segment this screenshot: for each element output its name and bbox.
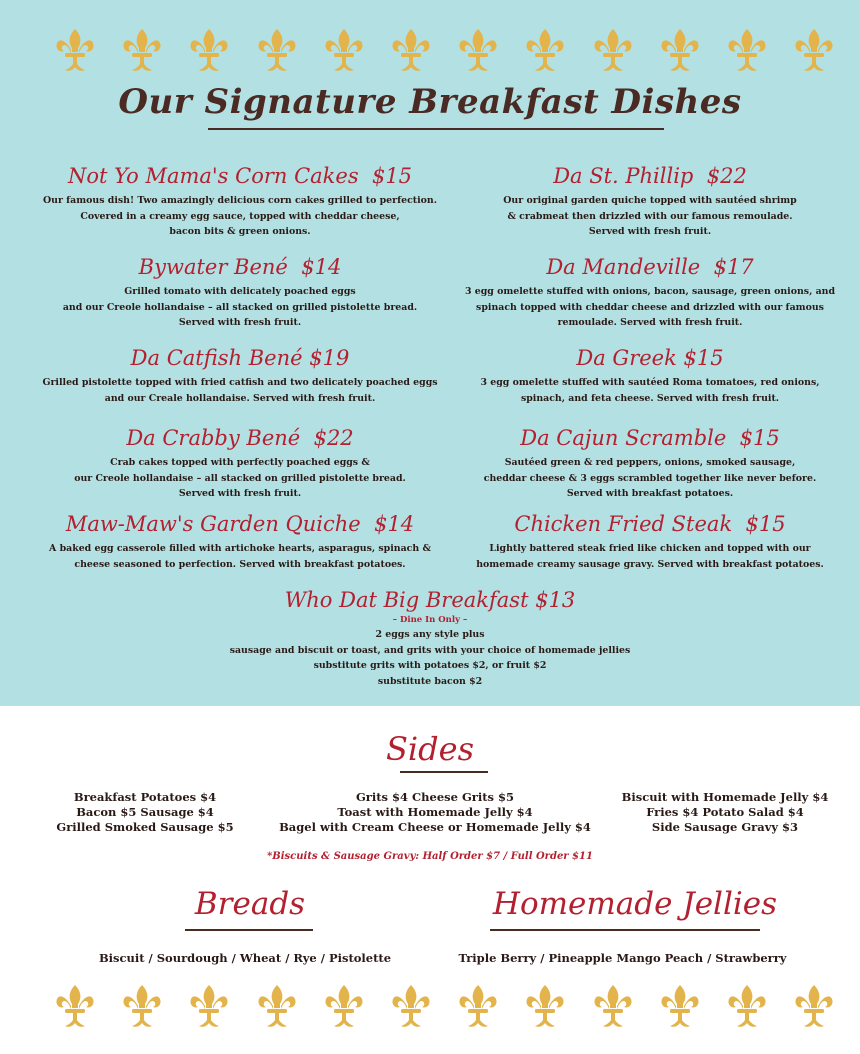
- fleur-de-lis-icon: [660, 28, 700, 74]
- fleur-de-lis-icon: [660, 984, 700, 1030]
- item-description: Our original garden quiche topped with sautéed shrimp & crabmeat then drizzled with our famous remoulade. Served with fresh fruit.: [503, 195, 797, 237]
- item-price: $15: [371, 164, 413, 188]
- item-price: $15: [683, 346, 724, 370]
- item-price: $14: [374, 512, 415, 536]
- breads-underline: [185, 929, 313, 931]
- menu-item-bywater-bene: [20, 254, 460, 331]
- jellies-underline: [490, 929, 760, 931]
- fleur-de-lis-icon: [391, 984, 431, 1030]
- fleur-de-lis-icon: [55, 28, 95, 74]
- item-price: $13: [535, 588, 576, 612]
- item-description: 2 eggs any style plus sausage and biscuit or toast, and grits with your choice of homemade jellies substitute grits with potatoes $2, or fruit $2 substitute bacon $2: [229, 629, 631, 687]
- menu-item-mandeville: [440, 254, 860, 331]
- item-heading: Not Yo Mama's Corn Cakes $15: [67, 164, 413, 188]
- item-description: Lightly battered steak fried like chicken and topped with our homemade creamy sausage gravy. Served with breakfast potatoes.: [476, 543, 824, 570]
- fleur-de-lis-icon: [458, 28, 498, 74]
- item-price: $15: [745, 512, 786, 536]
- item-heading: Da Crabby Bené $22: [126, 426, 354, 450]
- sides-column-3: Biscuit with Homemade Jelly $4 Fries $4 Potato Salad $4 Side Sausage Gravy $3: [621, 790, 829, 834]
- item-price: $17: [713, 255, 754, 279]
- menu-item-greek: [440, 345, 860, 406]
- menu-item-corn-cakes: [20, 163, 460, 240]
- item-description: Crab cakes topped with perfectly poached eggs & our Creole hollandaise – all stacked on grilled pistolette bread. Served with fresh fruit.: [74, 457, 406, 499]
- item-description: A baked egg casserole filled with artichoke hearts, asparagus, spinach & cheese seasoned to perfection. Served with breakfast potatoes.: [49, 543, 431, 570]
- fleur-de-lis-icon: [391, 28, 431, 74]
- fleur-de-lis-icon: [257, 984, 297, 1030]
- jellies-list: Triple Berry / Pineapple Mango Peach / Strawberry: [458, 951, 787, 965]
- sides-column-2: Grits $4 Cheese Grits $5 Toast with Homemade Jelly $4 Bagel with Cream Cheese or Homemade Jelly $4: [279, 790, 591, 834]
- fleur-de-lis-row-top: [0, 28, 860, 78]
- item-heading: Chicken Fried Steak $15: [514, 512, 786, 536]
- fleur-de-lis-icon: [727, 28, 767, 74]
- fleur-de-lis-icon: [794, 28, 834, 74]
- item-price: $22: [313, 426, 354, 450]
- item-heading: Da St. Phillip $22: [553, 164, 747, 188]
- fleur-de-lis-icon: [593, 984, 633, 1030]
- item-description: 3 egg omelette stuffed with onions, bacon, sausage, green onions, and spinach topped with cheddar cheese and drizzled with our famous remoulade. Served with fresh fruit.: [464, 286, 836, 328]
- item-heading: Da Cajun Scramble $15: [520, 426, 780, 450]
- fleur-de-lis-icon: [324, 984, 364, 1030]
- menu-item-catfish-bene: [20, 345, 460, 406]
- item-description: Grilled tomato with delicately poached eggs and our Creole hollandaise – all stacked on grilled pistolette bread. Served with fresh fruit.: [62, 286, 418, 328]
- fleur-de-lis-icon: [122, 28, 162, 74]
- menu-item-crabby-bene: [20, 425, 460, 502]
- fleur-de-lis-icon: [525, 984, 565, 1030]
- fleur-de-lis-icon: [458, 984, 498, 1030]
- fleur-de-lis-icon: [189, 984, 229, 1030]
- jellies-title: Homemade Jellies: [492, 886, 778, 922]
- item-price: $19: [309, 346, 350, 370]
- item-description: Sautéed green & red peppers, onions, smoked sausage, cheddar cheese & 3 eggs scrambled together like never before. Served with breakfast potatoes.: [483, 457, 817, 499]
- signature-title: Our Signature Breakfast Dishes: [118, 82, 742, 122]
- item-description: Our famous dish! Two amazingly delicious corn cakes grilled to perfection. Covered in a creamy egg sauce, topped with cheddar cheese, bacon bits & green onions.: [42, 195, 438, 237]
- item-description: 3 egg omelette stuffed with sautéed Roma tomatoes, red onions, spinach, and feta cheese. Served with fresh fruit.: [480, 377, 820, 404]
- fleur-de-lis-row-bottom: [0, 984, 860, 1034]
- item-price: $15: [739, 426, 780, 450]
- fleur-de-lis-icon: [727, 984, 767, 1030]
- menu-item-st-phillip: [440, 163, 860, 240]
- menu-item-garden-quiche: [20, 511, 460, 572]
- item-heading: Da Mandeville $17: [546, 255, 754, 279]
- item-heading: Bywater Bené $14: [138, 255, 342, 279]
- item-heading: Maw-Maw's Garden Quiche $14: [65, 512, 415, 536]
- item-price: $22: [706, 164, 747, 188]
- fleur-de-lis-icon: [257, 28, 297, 74]
- fleur-de-lis-icon: [189, 28, 229, 74]
- breads-title: Breads: [194, 886, 306, 922]
- sides-title: Sides: [386, 730, 474, 768]
- item-description: Grilled pistolette topped with fried catfish and two delicately poached eggs and our Creale hollandaise. Served with fresh fruit.: [42, 377, 438, 404]
- fleur-de-lis-icon: [55, 984, 95, 1030]
- sides-column-1: Breakfast Potatoes $4 Bacon $5 Sausage $4 Grilled Smoked Sausage $5: [56, 790, 234, 834]
- sides-note: *Biscuits & Sausage Gravy: Half Order $7 / Full Order $11: [267, 851, 593, 862]
- title-underline: [208, 128, 664, 130]
- menu-item-chicken-fried-steak: [440, 511, 860, 572]
- fleur-de-lis-icon: [593, 28, 633, 74]
- item-heading: Da Catfish Bené $19: [130, 346, 350, 370]
- fleur-de-lis-icon: [794, 984, 834, 1030]
- item-heading: Who Dat Big Breakfast $13: [284, 588, 576, 612]
- fleur-de-lis-icon: [324, 28, 364, 74]
- fleur-de-lis-icon: [122, 984, 162, 1030]
- breads-list: Biscuit / Sourdough / Wheat / Rye / Pistolette: [98, 951, 392, 965]
- dine-in-note: – Dine In Only –: [392, 615, 468, 625]
- sides-underline: [400, 771, 488, 773]
- menu-item-cajun-scramble: [440, 425, 860, 502]
- menu-item-who-dat-big-breakfast: [0, 587, 860, 689]
- item-price: $14: [301, 255, 342, 279]
- fleur-de-lis-icon: [525, 28, 565, 74]
- item-heading: Da Greek $15: [576, 346, 724, 370]
